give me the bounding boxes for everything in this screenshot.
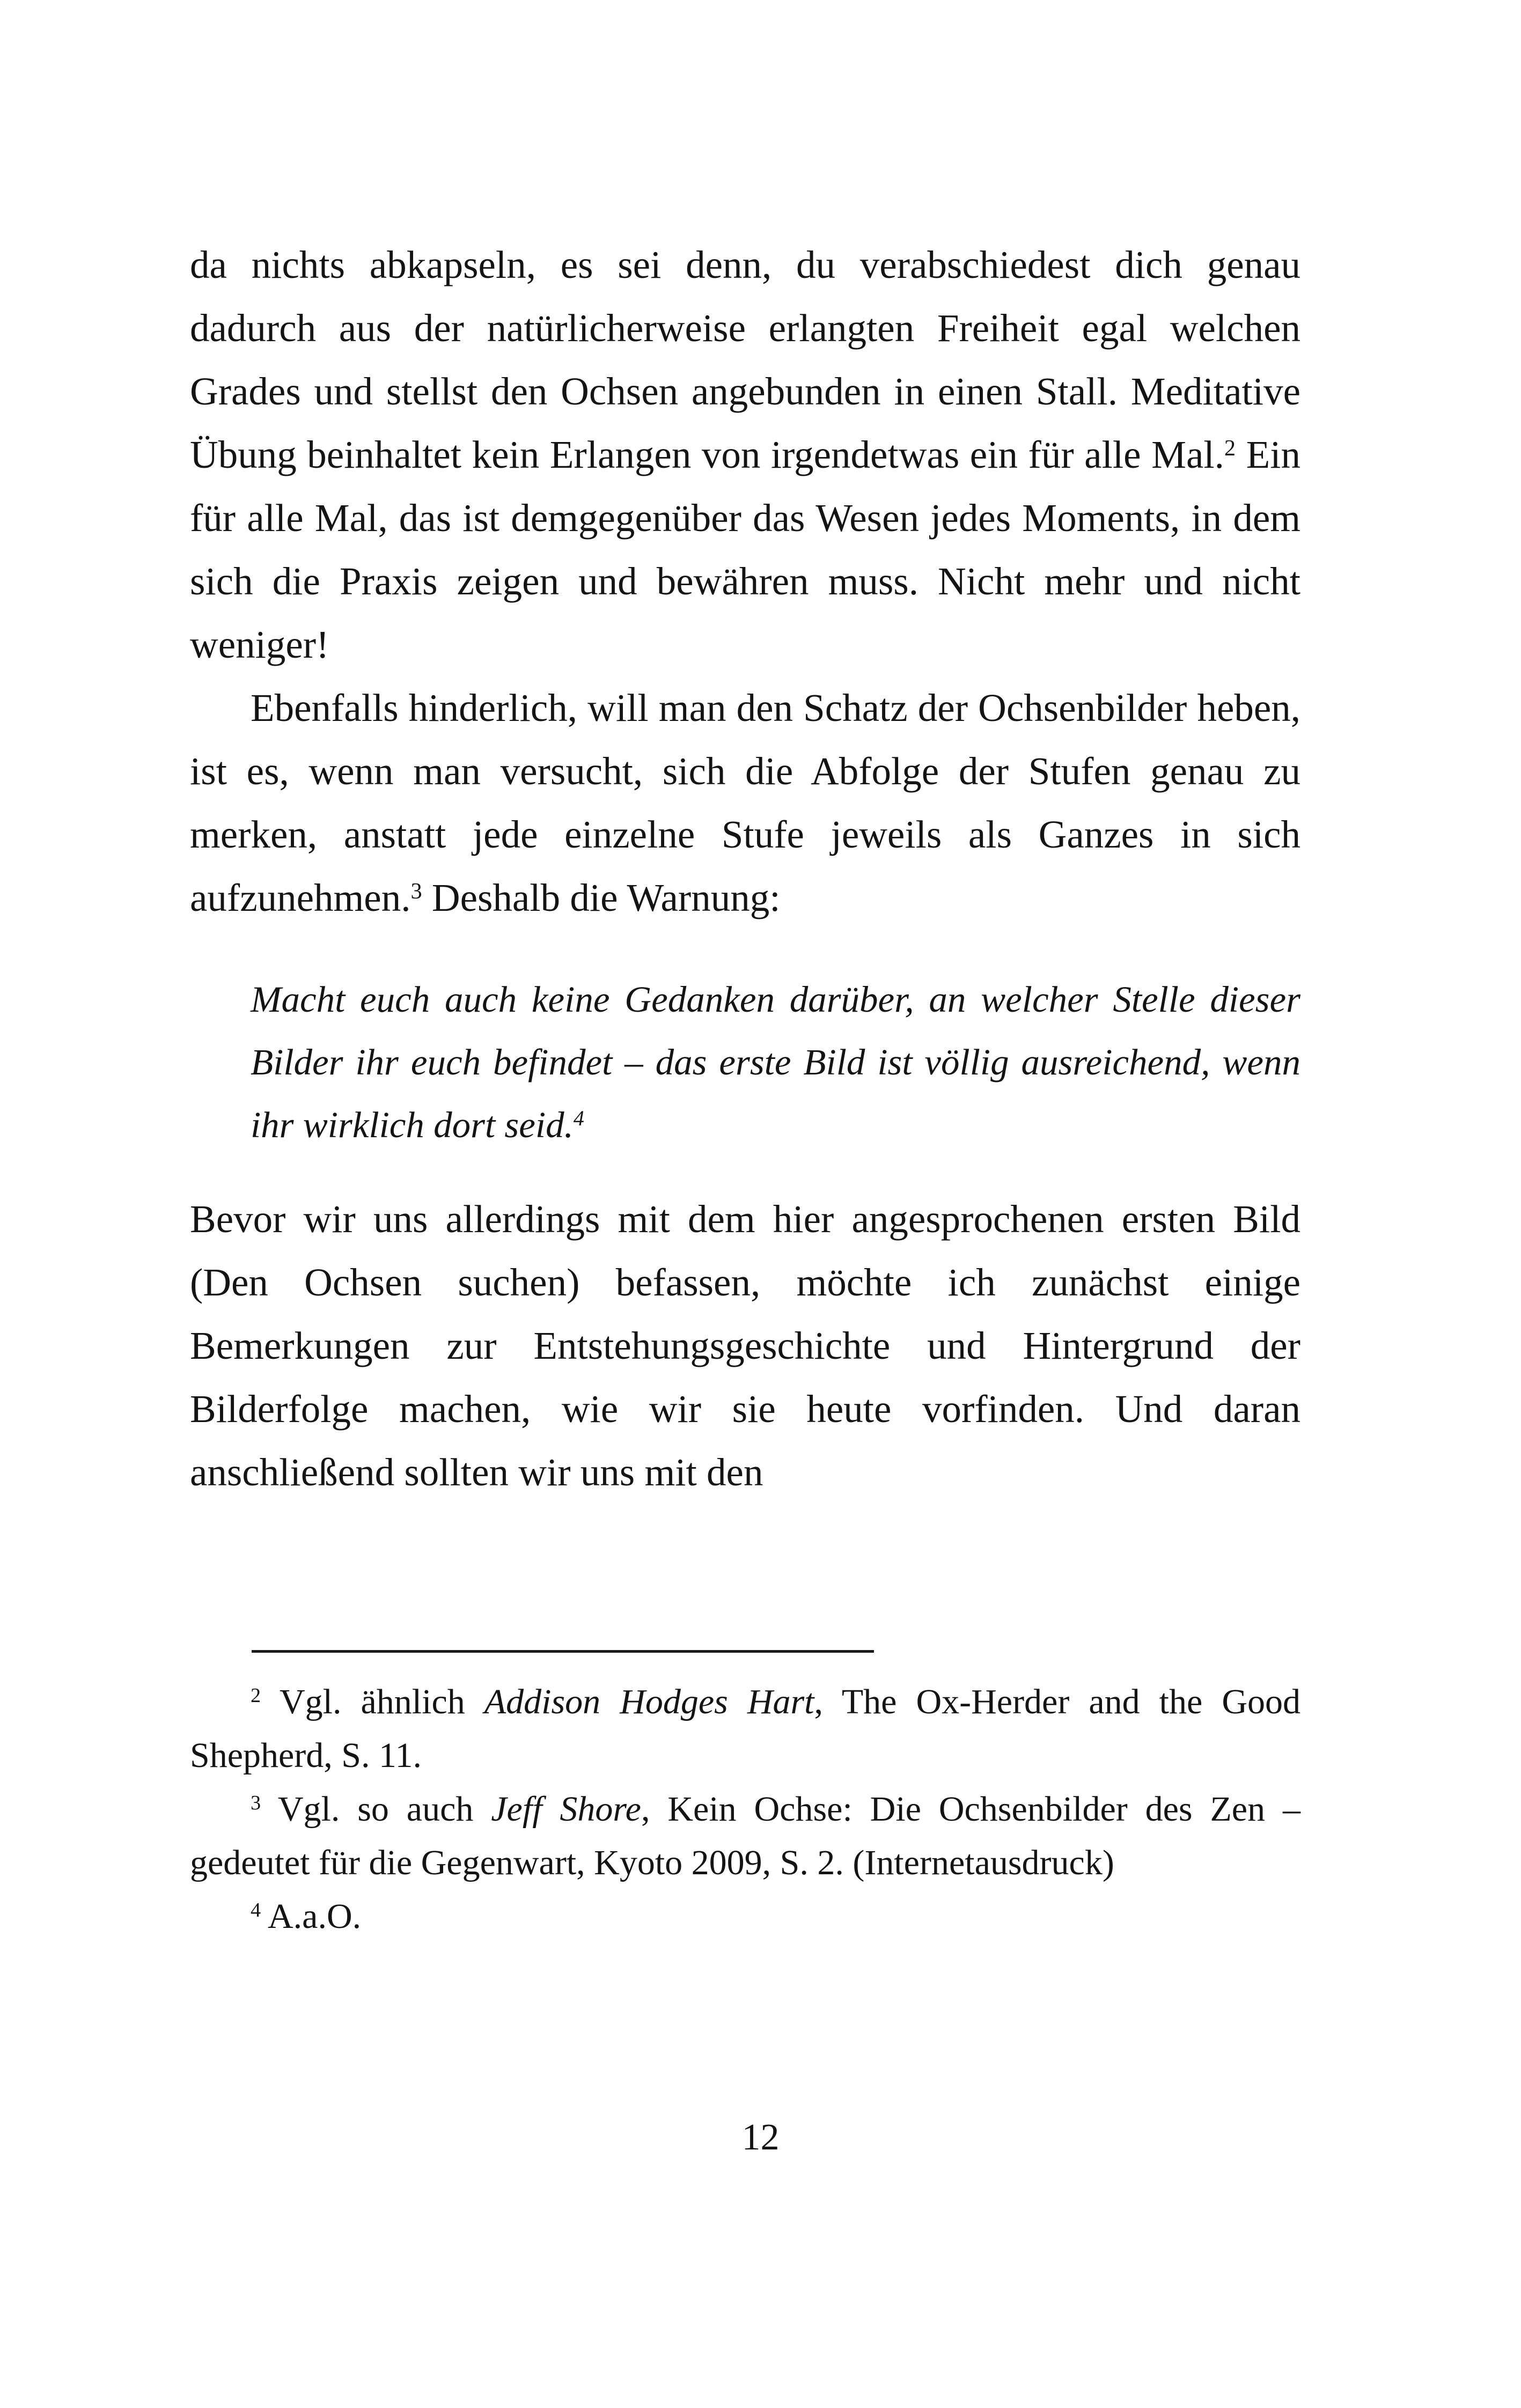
paragraph-continuation — [190, 233, 1300, 676]
footnote-2-marker: 2 — [251, 1684, 261, 1707]
quote-text: Macht euch auch keine Gedanken darüber, an welcher Stelle dieser Bilder ihr euch befindet – das erste Bild ist völlig ausreichend, wenn ihr wirklich dort seid. — [251, 979, 1300, 1145]
footnote-ref-3: 3 — [410, 878, 422, 904]
footnote-ref-4: 4 — [573, 1106, 584, 1130]
paragraph-3-text: Bevor wir uns allerdings mit dem hier angesprochenen ersten Bild (Den Ochsen suchen) befassen, möchte ich zunächst einige Bemerkungen zur Entstehungsgeschichte und Hintergrund der Bilderfolge machen, wie wir sie heute vorfinden. Und daran anschließend sollten wir uns mit den — [190, 1197, 1300, 1494]
paragraph-1-text-after: Ein für alle Mal, das ist demgegenüber das Wesen jedes Moments, in dem sich die Praxis zeigen und bewähren muss. Nicht mehr und nicht weniger! — [190, 433, 1301, 666]
paragraph-1-text: da nichts abkapseln, es sei denn, du verabschiedest dich genau dadurch aus der natürlicherweise erlangten Freiheit egal welchen Grades und stellst den Ochsen angebunden in einen Stall. Meditative Übung beinhaltet kein Erlangen von irgendetwas ein für alle Mal. — [190, 243, 1300, 476]
footnote-2-text: Vgl. ähnlich — [261, 1682, 484, 1721]
footnotes-section — [190, 1650, 1300, 1943]
footnote-3-author-italic: Jeff Shore — [491, 1790, 641, 1829]
footnote-separator-rule — [252, 1650, 874, 1653]
footnote-4-text: A.a.O. — [261, 1897, 362, 1936]
footnote-4 — [190, 1890, 1300, 1943]
footnote-2-text-after: , The Ox-Herder and the Good Shepherd, S. 11. — [190, 1682, 1300, 1775]
text-block — [190, 233, 1300, 1943]
footnote-3-text: Vgl. so auch — [261, 1790, 491, 1829]
paragraph-2-text: Ebenfalls hinderlich, will man den Schatz der Ochsenbilder heben, ist es, wenn man versucht, sich die Abfolge der Stufen genau zu merken, anstatt jede einzelne Stufe jeweils als Ganzes in sich aufzunehmen. — [190, 686, 1300, 919]
footnote-3-marker: 3 — [251, 1791, 261, 1814]
footnote-ref-2: 2 — [1224, 435, 1236, 461]
footnote-3 — [190, 1783, 1300, 1890]
paragraph-2 — [190, 676, 1300, 930]
footnote-2-author-italic: Addison Hodges Hart — [484, 1682, 814, 1721]
paragraph-2-text-after: Deshalb die Warnung: — [422, 876, 781, 919]
footnote-2 — [190, 1675, 1300, 1783]
paragraph-3 — [190, 1188, 1300, 1504]
footnote-4-marker: 4 — [251, 1898, 261, 1921]
footnote-3-text-after: , Kein Ochse: Die Ochsenbilder des Zen – gedeutet für die Gegenwart, Kyoto 2009, S. 2. (Internetausdruck) — [190, 1790, 1300, 1882]
block-quote — [251, 968, 1300, 1157]
page-number: 12 — [741, 2117, 780, 2158]
